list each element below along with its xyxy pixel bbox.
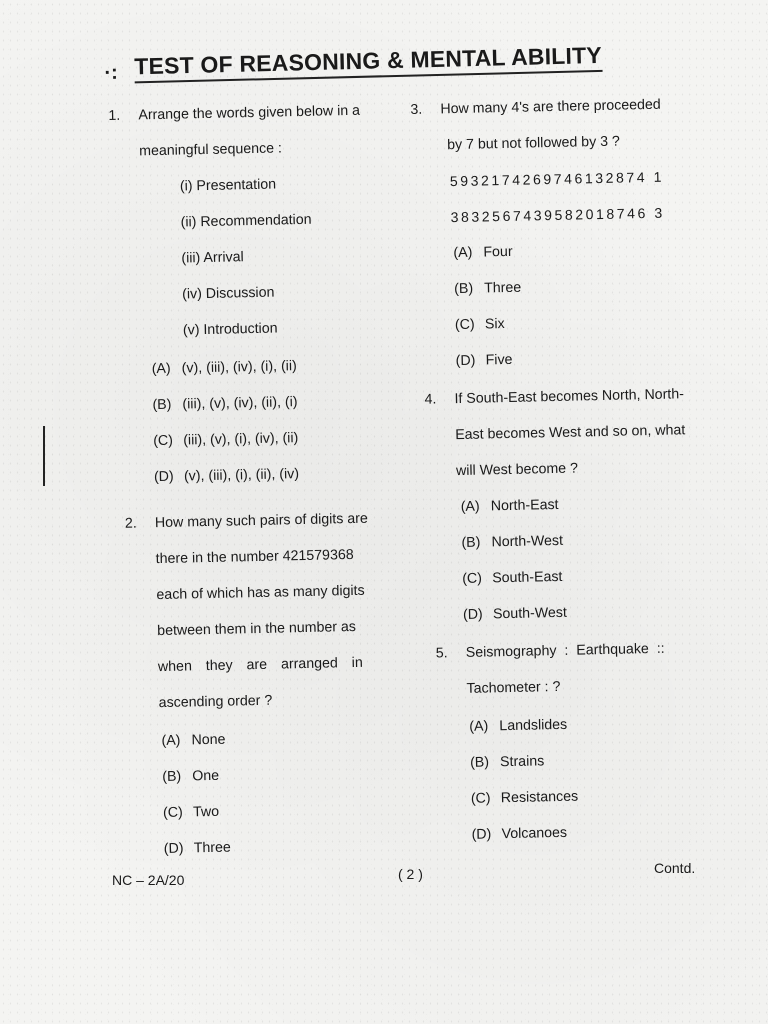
q1-item: (ii) Recommendation	[180, 211, 312, 231]
q4-option-d[interactable]	[463, 605, 567, 623]
q1-text-1: Arrange the words given below in a	[138, 102, 361, 124]
q3-option-c[interactable]	[455, 316, 505, 333]
q2-text: between them in the number as	[157, 618, 357, 640]
q4-option-b[interactable]	[461, 533, 563, 551]
option-key: (C)	[470, 790, 491, 807]
option-key: (A)	[161, 732, 181, 750]
option-text: Four	[483, 243, 513, 261]
q2-option-d[interactable]	[164, 840, 231, 857]
q3-line-1	[410, 97, 661, 118]
q1-option-d[interactable]	[154, 466, 299, 485]
option-key: (A)	[460, 498, 480, 515]
option-key: (B)	[469, 754, 490, 771]
q5-text-2: Tachometer : ?	[466, 678, 561, 697]
q3-number: 3.	[410, 101, 423, 118]
option-text: Two	[192, 803, 220, 821]
q4-text: If South-East becomes North, North-	[454, 386, 685, 408]
q1-item: (i) Presentation	[179, 176, 277, 195]
option-key: (B)	[461, 534, 481, 551]
option-text: (v), (iii), (iv), (i), (ii)	[181, 358, 297, 377]
option-key: (B)	[162, 768, 182, 786]
option-text: South-West	[492, 604, 568, 623]
q4-text: will West become ?	[455, 460, 579, 480]
margin-mark	[43, 426, 45, 486]
option-text: One	[192, 767, 220, 785]
option-key: (D)	[455, 352, 476, 370]
q5-line-1	[436, 641, 665, 662]
q5-option-b[interactable]	[470, 753, 544, 771]
option-text: Three	[484, 279, 522, 297]
option-text: Strains	[499, 753, 545, 771]
q4-number: 4.	[424, 391, 437, 408]
q3-option-b[interactable]	[454, 280, 521, 297]
q5-number: 5.	[435, 645, 448, 662]
option-key: (A)	[453, 244, 473, 262]
q1-item: (v) Introduction	[182, 320, 278, 339]
option-key: (C)	[454, 316, 475, 334]
q1-item: (iv) Discussion	[182, 284, 275, 303]
q4-text: East becomes West and so on, what	[455, 422, 686, 444]
title-prefix: ·:	[104, 61, 119, 85]
right-column	[408, 84, 708, 843]
page-number: ( 2 )	[398, 866, 423, 882]
q2-text: when they are arranged in	[157, 654, 363, 676]
page-title: TEST OF REASONING & MENTAL ABILITY	[134, 42, 602, 83]
q2-number: 2.	[124, 515, 137, 532]
option-key: (B)	[152, 396, 172, 414]
q5-option-a[interactable]	[469, 717, 567, 735]
option-key: (D)	[471, 826, 492, 843]
q3-text-2: by 7 but not followed by 3 ?	[446, 133, 621, 154]
q2-option-b[interactable]	[162, 768, 219, 785]
q2-text: How many such pairs of digits are	[154, 510, 368, 532]
q1-number: 1.	[108, 107, 121, 124]
q3-digit-string-2: 3832567439582018746 3	[450, 204, 666, 226]
option-text: (iii), (v), (i), (iv), (ii)	[183, 430, 299, 449]
q1-option-c[interactable]	[153, 430, 298, 449]
option-text: Landslides	[499, 716, 568, 735]
q4-line-1	[424, 386, 684, 407]
q2-text: each of which has as many digits	[156, 582, 365, 604]
q1-line-1	[108, 103, 360, 124]
left-column	[108, 90, 408, 857]
option-key: (D)	[153, 468, 174, 486]
q2-text: ascending order ?	[158, 692, 273, 712]
q3-text-1: How many 4's are there proceeded	[440, 96, 661, 118]
q1-text-2: meaningful sequence :	[138, 140, 283, 160]
q2-option-a[interactable]	[161, 732, 225, 749]
q1-option-b[interactable]	[152, 394, 297, 413]
q3-digit-string-1: 5932174269746132874 1	[449, 168, 665, 190]
option-text: None	[191, 731, 226, 749]
title-block	[104, 41, 656, 85]
q5-text-1: Seismography : Earthquake ::	[465, 640, 665, 661]
q5-option-d[interactable]	[471, 825, 567, 843]
option-key: (A)	[469, 718, 489, 735]
option-key: (A)	[151, 360, 171, 378]
option-text: (v), (iii), (i), (ii), (iv)	[183, 466, 300, 485]
option-text: South-East	[492, 568, 563, 587]
option-key: (D)	[462, 606, 483, 623]
q2-option-c[interactable]	[163, 804, 219, 821]
option-text: Five	[485, 351, 513, 369]
q3-option-a[interactable]	[453, 244, 512, 261]
option-text: Three	[193, 839, 231, 857]
option-text: Six	[484, 316, 505, 333]
q2-text: there in the number 421579368	[155, 546, 354, 568]
paper-code: NC – 2A/20	[112, 872, 185, 888]
option-text: (iii), (v), (iv), (ii), (i)	[182, 394, 298, 413]
option-text: North-West	[491, 532, 564, 551]
option-key: (B)	[454, 280, 474, 298]
option-key: (D)	[163, 840, 184, 857]
option-key: (C)	[462, 570, 483, 587]
q3-option-d[interactable]	[456, 352, 513, 369]
continued-label: Contd.	[654, 860, 696, 876]
option-text: Resistances	[500, 788, 579, 807]
option-key: (C)	[153, 432, 174, 450]
q4-option-a[interactable]	[461, 497, 559, 515]
option-key: (C)	[162, 804, 183, 822]
option-text: North-East	[490, 496, 559, 515]
q4-option-c[interactable]	[462, 569, 563, 587]
option-text: Volcanoes	[501, 824, 568, 843]
q1-item: (iii) Arrival	[181, 249, 244, 267]
q5-option-c[interactable]	[471, 789, 579, 807]
q1-option-a[interactable]	[152, 358, 297, 377]
q2-line-1	[125, 511, 368, 532]
